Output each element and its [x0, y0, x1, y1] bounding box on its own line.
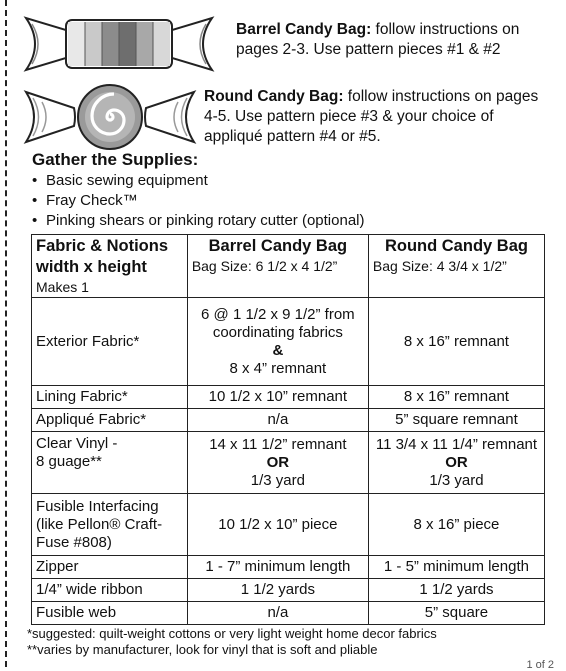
header-fabric-notions: Fabric & Notions	[36, 237, 169, 255]
header-cell-fabric	[32, 235, 188, 298]
round-value-line: 11 3/4 x 11 1/4” remnant	[375, 435, 538, 453]
barrel-value-line: 8 x 4” remnant	[229, 359, 327, 377]
cut-line	[5, 0, 7, 667]
round-bag-intro	[204, 87, 554, 147]
footnote-vinyl: **varies by manufacturer, look for vinyl that is soft and pliable	[27, 642, 378, 657]
round-value: 5” square	[368, 602, 544, 625]
barrel-value: 1 1/2 yards	[187, 579, 368, 602]
round-value: 1 - 5” minimum length	[368, 556, 544, 579]
row-label: Exterior Fabric*	[32, 298, 188, 386]
supplies-table	[31, 234, 545, 625]
header-barrel-title: Barrel Candy Bag	[208, 237, 348, 255]
round-value: 5” square remnant	[368, 409, 544, 432]
row-label: Fusible web	[32, 602, 188, 625]
row-label-line: Fusible Interfacing	[36, 497, 159, 515]
table-row	[32, 494, 545, 556]
barrel-value: n/a	[187, 409, 368, 432]
barrel-value: n/a	[187, 602, 368, 625]
round-value: 8 x 16” piece	[368, 494, 544, 556]
round-value	[368, 432, 544, 494]
table-row	[32, 386, 545, 409]
row-label	[32, 432, 188, 494]
barrel-value	[187, 298, 368, 386]
round-bag-instructions: follow instructions on pages 4-5. Use pattern piece #3 & your choice of appliqué pattern #4 or #5.	[204, 88, 539, 145]
header-makes: Makes 1	[36, 279, 89, 295]
footnote-fabric: *suggested: quilt-weight cottons or very light weight home decor fabrics	[27, 626, 437, 641]
table-header-row	[32, 235, 545, 298]
round-value-or: OR	[445, 453, 468, 471]
table-row	[32, 602, 545, 625]
row-label-line: 8 guage**	[36, 453, 102, 470]
barrel-candy-illustration	[22, 12, 216, 76]
row-label-line: Clear Vinyl -	[36, 435, 118, 452]
round-bag-title: Round Candy Bag:	[204, 88, 344, 105]
row-label: Zipper	[32, 556, 188, 579]
supply-item: • Fray Check™	[32, 191, 365, 211]
barrel-bag-title: Barrel Candy Bag:	[236, 21, 372, 38]
row-label: Lining Fabric*	[32, 386, 188, 409]
row-label	[32, 494, 188, 556]
table-row	[32, 432, 545, 494]
barrel-value-line: 14 x 11 1/2” remnant	[209, 435, 347, 453]
barrel-bag-intro	[236, 20, 551, 60]
row-label: Appliqué Fabric*	[32, 409, 188, 432]
barrel-bag-instructions: follow instructions on pages 2-3. Use pattern pieces #1 & #2	[236, 21, 520, 58]
page-number: 1 of 2	[526, 659, 554, 671]
barrel-value-line: 1/3 yard	[250, 471, 305, 489]
header-cell-round	[368, 235, 544, 298]
table-row	[32, 409, 545, 432]
round-candy-illustration	[22, 84, 198, 150]
supply-item: • Basic sewing equipment	[32, 171, 365, 191]
header-width-height: width x height	[36, 258, 147, 276]
barrel-value: 10 1/2 x 10” piece	[187, 494, 368, 556]
header-round-size: Bag Size: 4 3/4 x 1/2”	[372, 258, 507, 274]
barrel-value-line: 6 @ 1 1/2 x 9 1/2” from coordinating fabrics	[201, 305, 355, 341]
barrel-value-or: OR	[266, 453, 290, 471]
footnotes	[27, 626, 437, 658]
barrel-value: 1 - 7” minimum length	[187, 556, 368, 579]
barrel-value-and: &	[272, 341, 284, 359]
supplies-list	[32, 171, 365, 231]
round-value: 1 1/2 yards	[368, 579, 544, 602]
table-row	[32, 556, 545, 579]
round-value-line: 1/3 yard	[429, 471, 484, 489]
round-value: 8 x 16” remnant	[368, 386, 544, 409]
table-row	[32, 579, 545, 602]
round-value: 8 x 16” remnant	[368, 298, 544, 386]
barrel-value	[187, 432, 368, 494]
supply-item: • Pinking shears or pinking rotary cutter (optional)	[32, 211, 365, 231]
table-row	[32, 298, 545, 386]
barrel-value: 10 1/2 x 10” remnant	[187, 386, 368, 409]
row-label-line: (like Pellon® Craft-	[36, 515, 163, 533]
header-round-title: Round Candy Bag	[384, 237, 528, 255]
row-label-line: Fuse #808)	[36, 533, 112, 551]
header-cell-barrel	[187, 235, 368, 298]
header-barrel-size: Bag Size: 6 1/2 x 4 1/2”	[191, 258, 338, 274]
row-label: 1/4” wide ribbon	[32, 579, 188, 602]
supplies-heading: Gather the Supplies:	[32, 150, 199, 169]
